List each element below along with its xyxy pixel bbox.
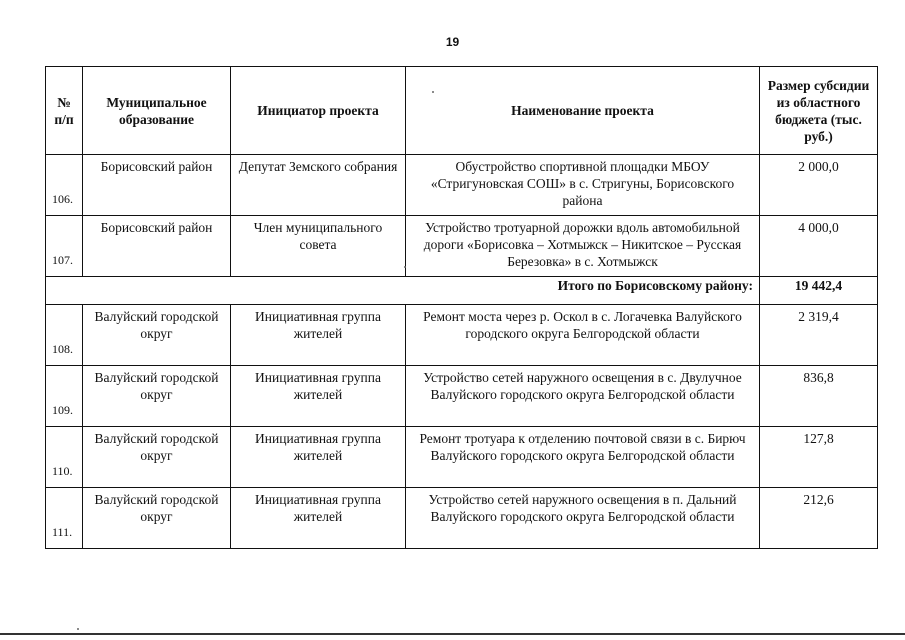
header-num: № п/п [46, 67, 83, 155]
table-row [46, 488, 878, 549]
total-label: Итого по Борисовскому району: [46, 277, 760, 305]
table-row [46, 427, 878, 488]
municipality-cell: Валуйский городской округ [83, 305, 231, 366]
total-amount: 19 442,4 [760, 277, 878, 305]
municipality-cell: Валуйский городской округ [83, 366, 231, 427]
amount-cell: 212,6 [760, 488, 878, 549]
municipality-cell: Валуйский городской округ [83, 488, 231, 549]
amount-cell: 4 000,0 [760, 216, 878, 277]
row-number: 110. [46, 427, 83, 488]
table-header-row [46, 67, 878, 155]
initiator-cell: Инициативная группа жителей [231, 427, 406, 488]
initiator-cell: Инициативная группа жителей [231, 366, 406, 427]
project-cell: Обустройство спортивной площадки МБОУ «Стригуновская СОШ» в с. Стригуны, Борисовского района [406, 155, 760, 216]
initiator-cell: Инициативная группа жителей [231, 488, 406, 549]
project-cell: Устройство сетей наружного освещения в с. Двулучное Валуйского городского округа Белгородской области [406, 366, 760, 427]
scan-speck [77, 628, 79, 630]
scan-edge-line [0, 633, 905, 635]
amount-cell: 127,8 [760, 427, 878, 488]
scan-speck [404, 266, 406, 268]
row-number: 109. [46, 366, 83, 427]
amount-cell: 836,8 [760, 366, 878, 427]
municipality-cell: Валуйский городской округ [83, 427, 231, 488]
project-cell: Устройство сетей наружного освещения в п. Дальний Валуйского городского округа Белгородской области [406, 488, 760, 549]
initiator-cell: Член муниципального совета [231, 216, 406, 277]
page-number: 19 [445, 35, 460, 49]
project-cell: Ремонт тротуара к отделению почтовой связи в с. Бирюч Валуйского городского округа Белгородской области [406, 427, 760, 488]
table-row [46, 366, 878, 427]
row-number: 106. [46, 155, 83, 216]
amount-cell: 2 000,0 [760, 155, 878, 216]
table-row [46, 155, 878, 216]
table-row [46, 216, 878, 277]
header-amount: Размер субсидии из областного бюджета (тыс. руб.) [760, 67, 878, 155]
initiator-cell: Депутат Земского собрания [231, 155, 406, 216]
row-number: 111. [46, 488, 83, 549]
row-number: 107. [46, 216, 83, 277]
amount-cell: 2 319,4 [760, 305, 878, 366]
project-cell: Ремонт моста через р. Оскол в с. Логачевка Валуйского городского округа Белгородской области [406, 305, 760, 366]
municipality-cell: Борисовский район [83, 216, 231, 277]
row-number: 108. [46, 305, 83, 366]
scan-speck [432, 91, 434, 93]
total-row [46, 277, 878, 305]
municipality-cell: Борисовский район [83, 155, 231, 216]
header-municipality: Муниципальное образование [83, 67, 231, 155]
initiator-cell: Инициативная группа жителей [231, 305, 406, 366]
header-project: Наименование проекта [406, 67, 760, 155]
table-row [46, 305, 878, 366]
project-cell: Устройство тротуарной дорожки вдоль автомобильной дороги «Борисовка – Хотмыжск – Никитское – Русская Березовка» в с. Хотмыжск [406, 216, 760, 277]
header-initiator: Инициатор проекта [231, 67, 406, 155]
subsidy-table [45, 66, 878, 549]
